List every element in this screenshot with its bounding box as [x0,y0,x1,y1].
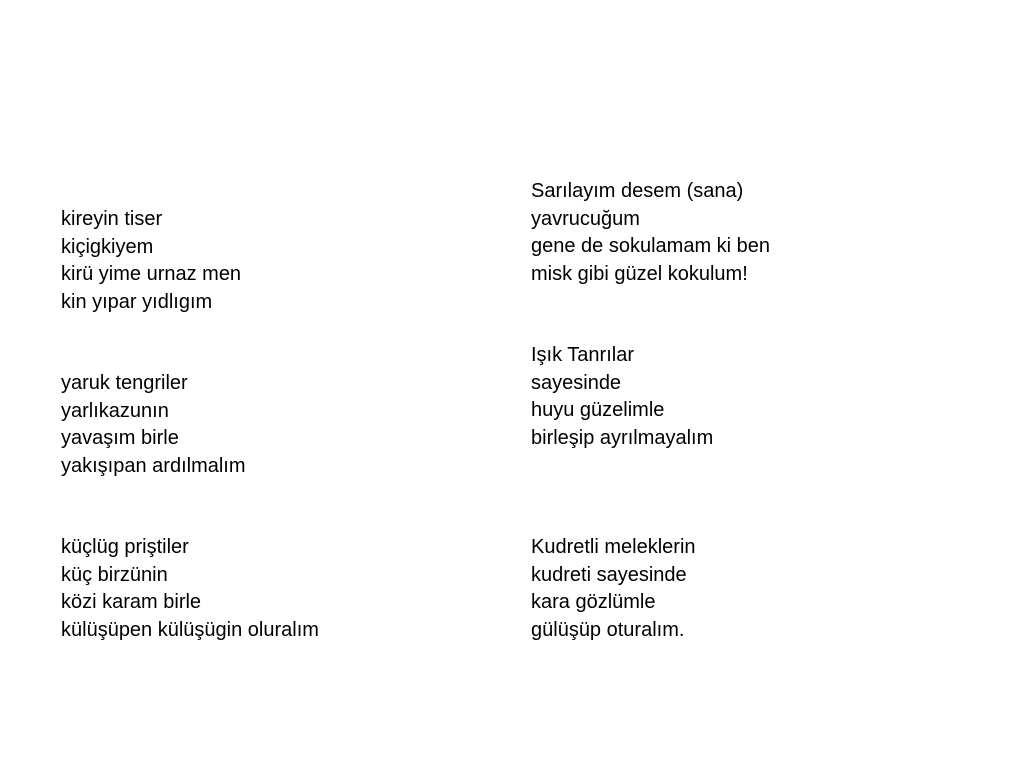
poem-line: küç birzünin [61,563,168,586]
stanza [61,534,319,644]
stanza [61,206,241,316]
poem-line: kudreti sayesinde [531,563,687,586]
poem-line: küçlüg priştiler [61,536,189,558]
poem-line: kireyin tiser [61,208,163,230]
poem-line: Işık Tanrılar [531,344,634,366]
poem-line: Kudretli meleklerin [531,536,696,558]
poem-line: yarlıkazunın [61,399,169,422]
poem-line: huyu güzelimle [531,399,665,421]
stanza [531,534,696,644]
poem-line: kin yıpar yıdlıgım [61,290,213,313]
poem-line: kiçigkiyem [61,235,154,258]
stanza [531,178,770,288]
poem-line: misk gibi güzel kokulum! [531,262,748,285]
poem-line: kara gözlümle [531,591,656,613]
poem-line: yakışıpan ardılmalım [61,454,246,477]
poem-line: Sarılayım desem (sana) [531,180,744,202]
poem-line: közi karam birle [61,591,202,613]
poem-line: külüşüpen külüşügin oluralım [61,618,319,641]
poem-line: yaruk tengriler [61,372,188,394]
poem-line: sayesinde [531,371,622,394]
poem-line: gene de sokulamam ki ben [531,235,771,257]
poem-line: yavaşım birle [61,427,179,449]
poem-line: kirü yime urnaz men [61,263,242,285]
stanza [531,342,713,452]
poem-line: yavrucuğum [531,207,640,230]
poem-line: birleşip ayrılmayalım [531,426,714,449]
poem-line: gülüşüp oturalım. [531,618,685,641]
stanza [61,370,246,480]
